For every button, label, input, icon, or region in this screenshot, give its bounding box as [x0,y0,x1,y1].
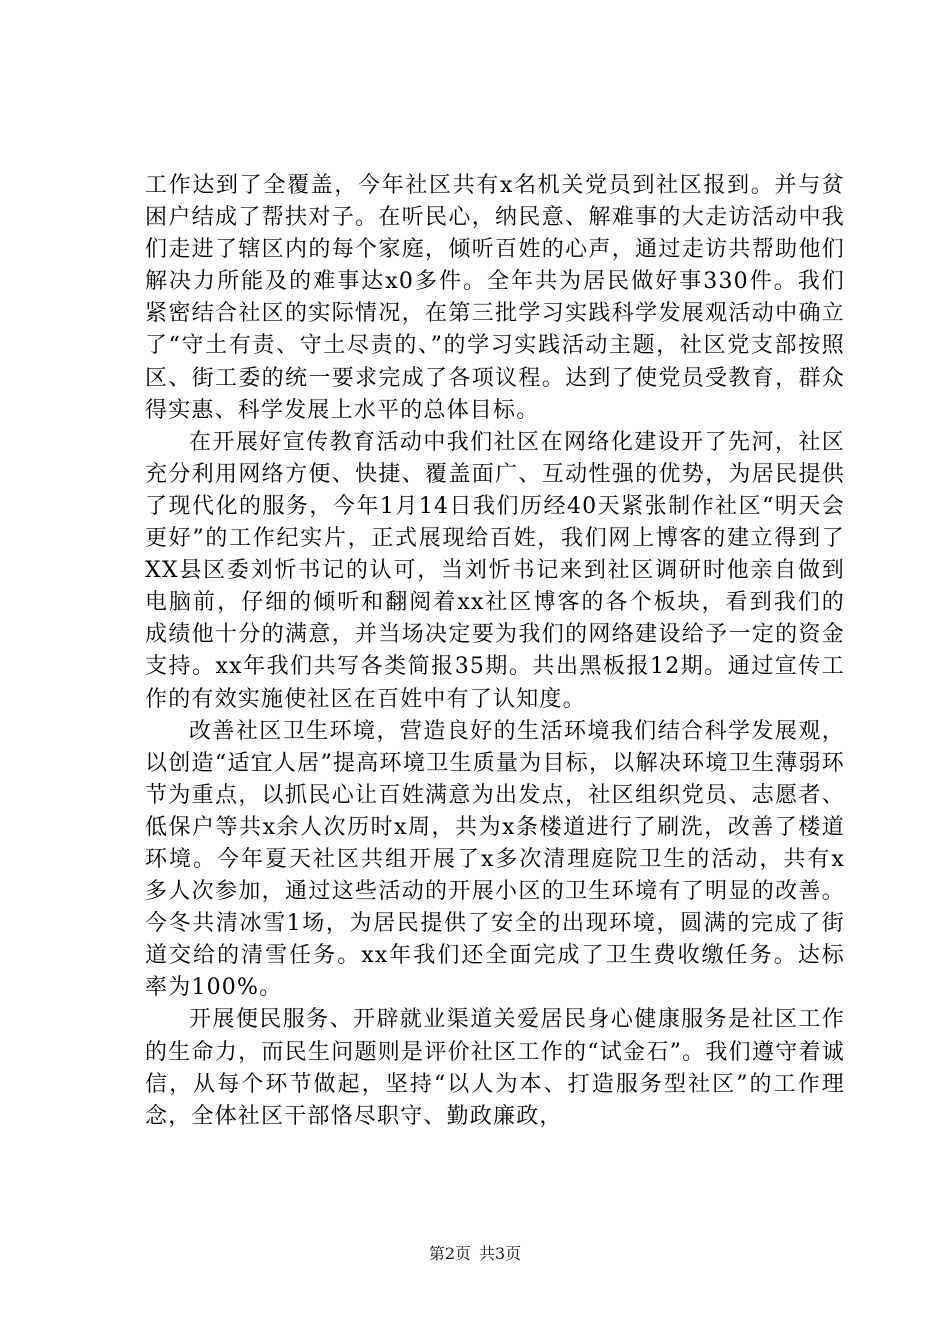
document-body [145,170,845,1133]
paragraph-continuation: 工作达到了全覆盖，今年社区共有x名机关党员到社区报到。并与贫困户结成了帮扶对子。在听民心，纳民意、解难事的大走访活动中我们走进了辖区内的每个家庭，倾听百姓的心声，通过走访共帮助他们解决力所能及的难事达x0多件。全年共为居民做好事330件。我们紧密结合社区的实际情况，在第三批学习实践科学发展观活动中确立了“守土有责、守土尽责的、”的学习实践活动主题，社区党支部按照区、街工委的统一要求完成了各项议程。达到了使党员受教育，群众得实惠、科学发展上水平的总体目标。 [145,173,845,423]
paragraph-services: 开展便民服务、开辟就业渠道关爱居民身心健康服务是社区工作的生命力，而民生问题则是评价社区工作的“试金石”。我们遵守着诚信，从每个环节做起，坚持“以人为本、打造服务型社区”的工作理念，全体社区干部恪尽职守、勤政廉政， [145,1007,845,1129]
paragraph-publicity: 在开展好宣传教育活动中我们社区在网络化建设开了先河，社区充分利用网络方便、快捷、覆盖面广、互动性强的优势，为居民提供了现代化的服务，今年1月14日我们历经40天紧张制作社区“明天会更好”的工作纪实片，正式展现给百姓，我们网上博客的建立得到了XX县区委刘忻书记的认可，当刘忻书记来到社区调研时他亲自做到电脑前，仔细的倾听和翻阅着xx社区博客的各个板块，看到我们的成绩他十分的满意，并当场决定要为我们的网络建设给予一定的资金支持。xx年我们共写各类简报35期。共出黑板报12期。通过宣传工作的有效实施使社区在百姓中有了认知度。 [145,429,845,712]
page-footer [0,1244,950,1264]
page-number: 第2页 [428,1244,471,1263]
paragraph-sanitation: 改善社区卫生环境，营造良好的生活环境我们结合科学发展观，以创造“适宜人居”提高环境卫生质量为目标，以解决环境卫生薄弱环节为重点，以抓民心让百姓满意为出发点，社区组织党员、志愿者、低保户等共x余人次历时x周，共为x条楼道进行了刷洗，改善了楼道环境。今年夏天社区共组开展了x多次清理庭院卫生的活动，共有x多人次参加，通过这些活动的开展小区的卫生环境有了明显的改善。今冬共清冰雪1场，为居民提供了安全的出现环境，圆满的完成了街道交给的清雪任务。xx年我们还全面完成了卫生费收缴任务。达标率为100%。 [145,718,845,1001]
page-total: 共3页 [479,1244,522,1263]
